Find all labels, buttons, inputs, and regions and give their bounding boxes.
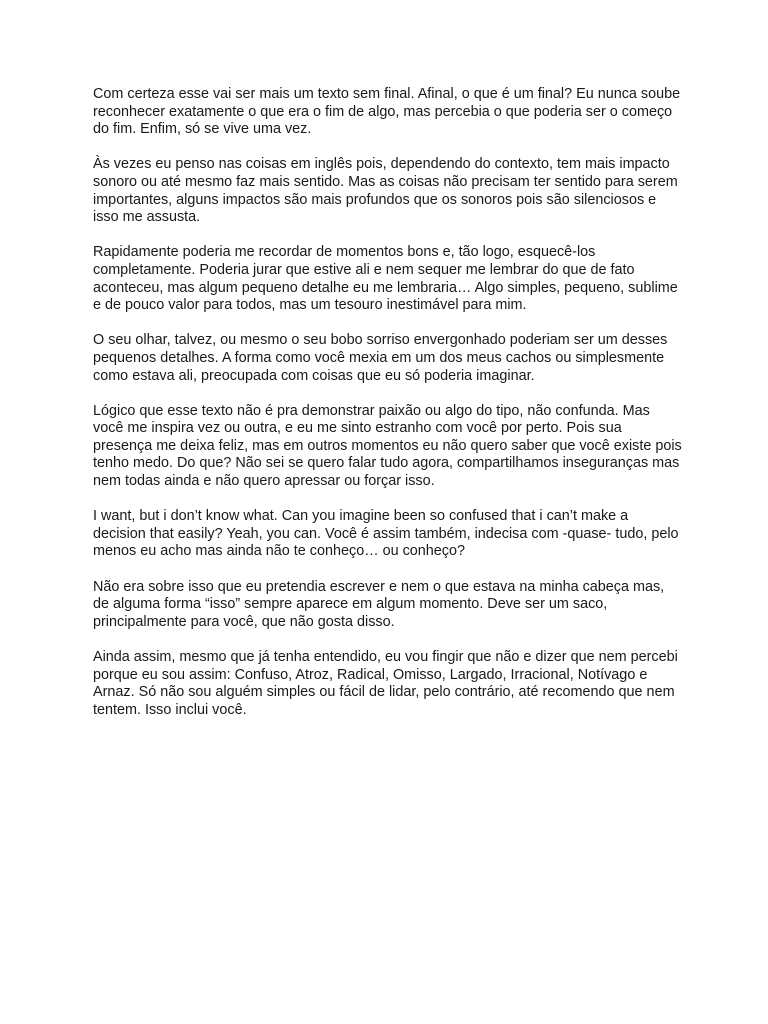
text-line: O seu olhar, talvez, ou mesmo o seu bobo sorriso envergonhado poderiam ser um desses [93,332,668,349]
document-body [93,86,683,737]
paragraph [93,649,683,719]
text-line: aconteceu, mas algum pequeno detalhe eu me lembraria… Algo simples, pequeno, sublime [93,279,678,296]
text-line: nem todas ainda e não quero apressar ou forçar isso. [93,473,435,490]
text-line: porque eu sou assim: Confuso, Atroz, Radical, Omisso, Largado, Irracional, Notívago e [93,666,648,683]
text-line: completamente. Poderia jurar que estive ali e nem sequer me lembrar do que de fato [93,261,635,278]
paragraph [93,86,683,139]
text-line: Rapidamente poderia me recordar de momentos bons e, tão logo, esquecê-los [93,244,596,261]
paragraph [93,244,683,314]
text-line: você me inspira vez ou outra, e eu me sinto estranho com você por perto. Pois sua [93,420,622,437]
text-line: do fim. Enfim, só se vive uma vez. [93,121,312,138]
text-line: presença me deixa feliz, mas em outros momentos eu não quero saber que você existe pois [93,437,682,454]
paragraph [93,403,683,491]
paragraph [93,156,683,226]
text-line: Não era sobre isso que eu pretendia escrever e nem o que estava na minha cabeça mas, [93,578,665,595]
text-line: Às vezes eu penso nas coisas em inglês pois, dependendo do contexto, tem mais impacto [93,156,670,173]
text-line: reconhecer exatamente o que era o fim de algo, mas percebia o que poderia ser o começo [93,103,673,120]
text-line: importantes, alguns impactos são mais profundos que os sonoros pois são silenciosos e [93,191,657,208]
text-line: tentem. Isso inclui você. [93,701,247,718]
text-line: isso me assusta. [93,209,201,226]
paragraph [93,508,683,561]
text-line: pequenos detalhes. A forma como você mexia em um dos meus cachos ou simplesmente [93,349,665,366]
text-line: I want, but i don’t know what. Can you imagine been so confused that i can’t make a [93,508,629,525]
text-line: Lógico que esse texto não é pra demonstrar paixão ou algo do tipo, não confunda. Mas [93,402,650,419]
text-line: Arnaz. Só não sou alguém simples ou fácil de lidar, pelo contrário, até recomendo que nem [93,684,675,701]
text-line: Ainda assim, mesmo que já tenha entendido, eu vou fingir que não e dizer que nem percebi [93,649,678,665]
text-line: Com certeza esse vai ser mais um texto sem final. Afinal, o que é um final? Eu nunca soube [93,86,681,102]
text-line: sonoro ou até mesmo faz mais sentido. Mas as coisas não precisam ter sentido para serem [93,173,678,190]
paragraph [93,332,683,385]
paragraph [93,579,683,632]
text-line: principalmente para você, que não gosta disso. [93,613,395,630]
text-line: tenho medo. Do que? Não sei se quero falar tudo agora, compartilhamos inseguranças mas [93,455,680,472]
text-line: de alguma forma “isso” sempre aparece em algum momento. Deve ser um saco, [93,596,608,613]
text-line: como estava ali, preocupada com coisas que eu só poderia imaginar. [93,367,535,384]
text-line: menos eu acho mas ainda não te conheço… ou conheço? [93,543,466,560]
text-line: e de pouco valor para todos, mas um tesouro inestimável para mim. [93,297,527,314]
text-line: decision that easily? Yeah, you can. Você é assim também, indecisa com -quase- tudo, pelo [93,525,679,542]
